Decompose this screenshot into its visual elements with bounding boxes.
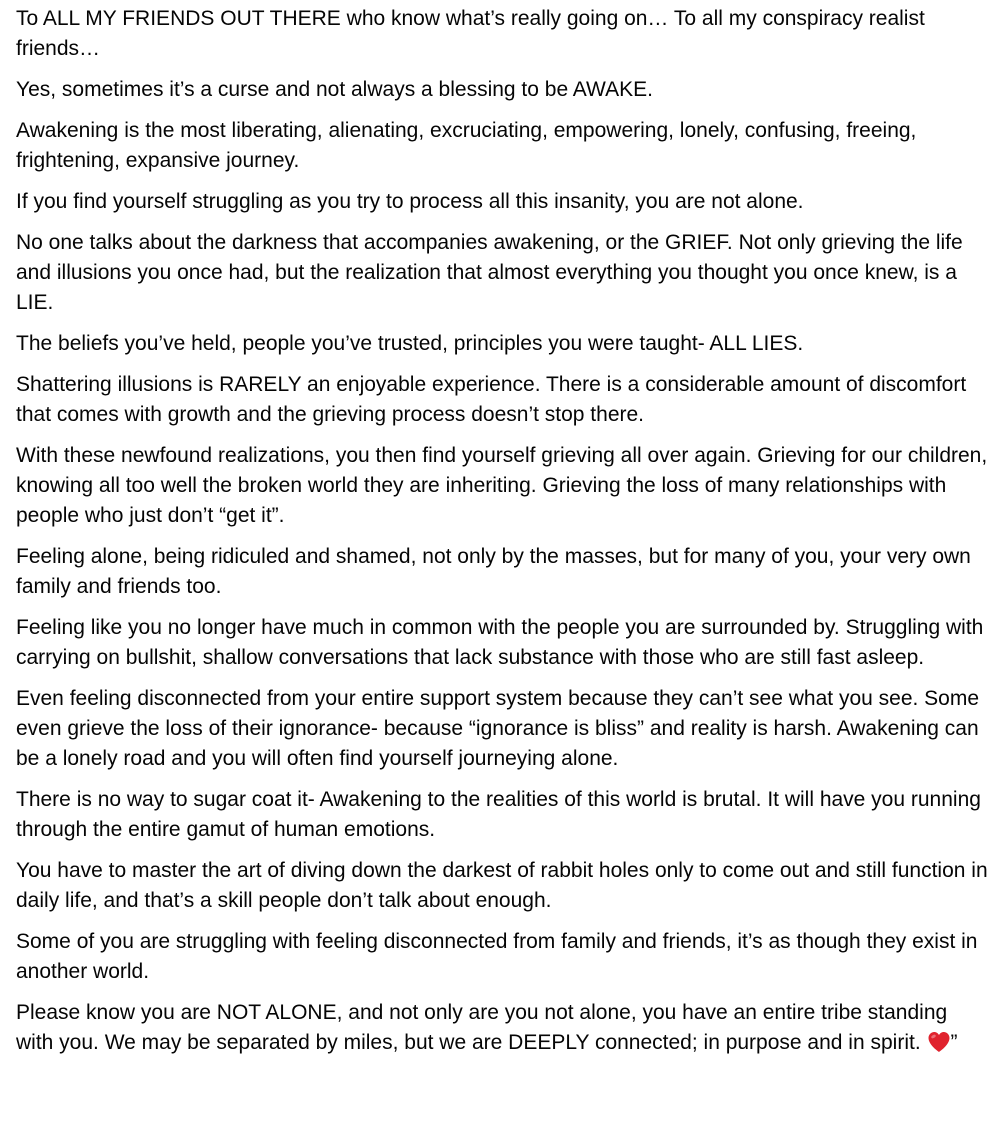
post-paragraph-1: To ALL MY FRIENDS OUT THERE who know what’s really going on… To all my conspiracy realist friends… xyxy=(16,7,925,60)
post-paragraph-10: Feeling like you no longer have much in common with the people you are surrounded by. Struggling with carrying on bullshit, shallow conversations that lack substance with those who are still fast asleep. xyxy=(16,616,984,669)
post-paragraph-13: You have to master the art of diving down the darkest of rabbit holes only to come out and still function in daily life, and that’s a skill people don’t talk about enough. xyxy=(16,859,988,912)
post-paragraph-14: Some of you are struggling with feeling disconnected from family and friends, it’s as though they exist in another world. xyxy=(16,930,978,983)
post-paragraph-15 xyxy=(16,998,988,1058)
post-paragraph-4: If you find yourself struggling as you try to process all this insanity, you are not alone. xyxy=(16,190,804,213)
post-paragraph-2: Yes, sometimes it’s a curse and not always a blessing to be AWAKE. xyxy=(16,78,653,101)
post-paragraph-5: No one talks about the darkness that accompanies awakening, or the GRIEF. Not only grieving the life and illusions you once had, but the realization that almost everything you thought you once knew, is a LIE. xyxy=(16,231,963,314)
post-paragraph-12: There is no way to sugar coat it- Awakening to the realities of this world is brutal. It will have you running through the entire gamut of human emotions. xyxy=(16,788,981,841)
closing-quote: ” xyxy=(950,1031,958,1054)
post-paragraph-8: With these newfound realizations, you then find yourself grieving all over again. Grieving for our children, knowing all too well the broken world they are inheriting. Grieving the loss of many relationships with people who just don’t “get it”. xyxy=(16,444,988,527)
post-paragraph-7: Shattering illusions is RARELY an enjoyable experience. There is a considerable amount of discomfort that comes with growth and the grieving process doesn’t stop there. xyxy=(16,373,967,426)
post-paragraph-3: Awakening is the most liberating, alienating, excruciating, empowering, lonely, confusing, freeing, frightening, expansive journey. xyxy=(16,119,917,172)
post-paragraph-15-text: Please know you are NOT ALONE, and not only are you not alone, you have an entire tribe standing with you. We may be separated by miles, but we are DEEPLY connected; in purpose and in spirit. xyxy=(16,1001,948,1054)
post-paragraph-9: Feeling alone, being ridiculed and shamed, not only by the masses, but for many of you, your very own family and friends too. xyxy=(16,545,971,598)
red-heart-icon xyxy=(927,1031,951,1053)
post-paragraph-11: Even feeling disconnected from your entire support system because they can’t see what you see. Some even grieve the loss of their ignorance- because “ignorance is bliss” and reality is harsh. Awakening can be a lonely road and you will often find yourself journeying alone. xyxy=(16,687,980,770)
post-paragraph-6: The beliefs you’ve held, people you’ve trusted, principles you were taught- ALL LIES. xyxy=(16,332,804,355)
